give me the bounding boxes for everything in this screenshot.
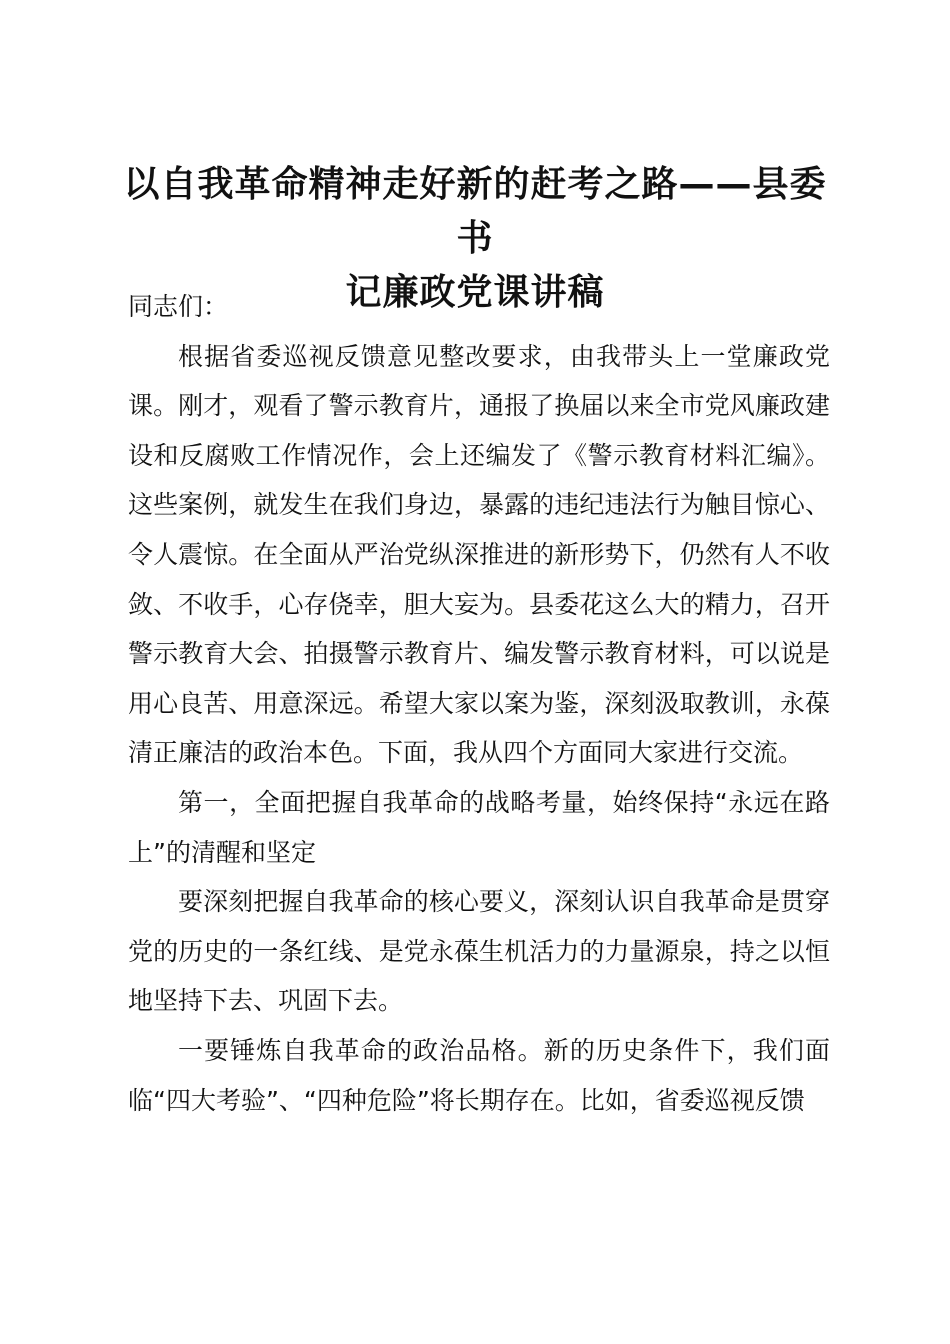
title-line-2: 记廉政党课讲稿 [345,272,605,313]
salutation: 同志们： [128,292,229,321]
document-body [128,282,830,1125]
paragraph-point-one: 一要锤炼自我革命的政治品格。新的历史条件下，我们面临“四大考验”、“四种危险”将长期存在。比如，省委巡视反馈 [128,1035,830,1115]
paragraph-core-meaning: 要深刻把握自我革命的核心要义，深刻认识自我革命是贯穿党的历史的一条红线、是党永葆生机活力的力量源泉，持之以恒地坚持下去、巩固下去。 [128,887,830,1016]
paragraph-intro: 根据省委巡视反馈意见整改要求，由我带头上一堂廉政党课。刚才，观看了警示教育片，通报了换届以来全市党风廉政建设和反腐败工作情况作，会上还编发了《警示教育材料汇编》。这些案例，就发生在我们身边，暴露的违纪违法行为触目惊心、令人震惊。在全面从严治党纵深推进的新形势下，仍然有人不收敛、不收手，心存侥幸，胆大妄为。县委花这么大的精力，召开警示教育大会、拍摄警示教育片、编发警示教育材料，可以说是用心良苦、用意深远。希望大家以案为鉴，深刻汲取教训，永葆清正廉洁的政治本色。下面，我从四个方面同大家进行交流。 [128,341,830,768]
title-line-1: 以自我革命精神走好新的赶考之路——县委书 [123,164,827,259]
paragraph-heading-first: 第一，全面把握自我革命的战略考量，始终保持“永远在路上”的清醒和坚定 [128,787,830,867]
